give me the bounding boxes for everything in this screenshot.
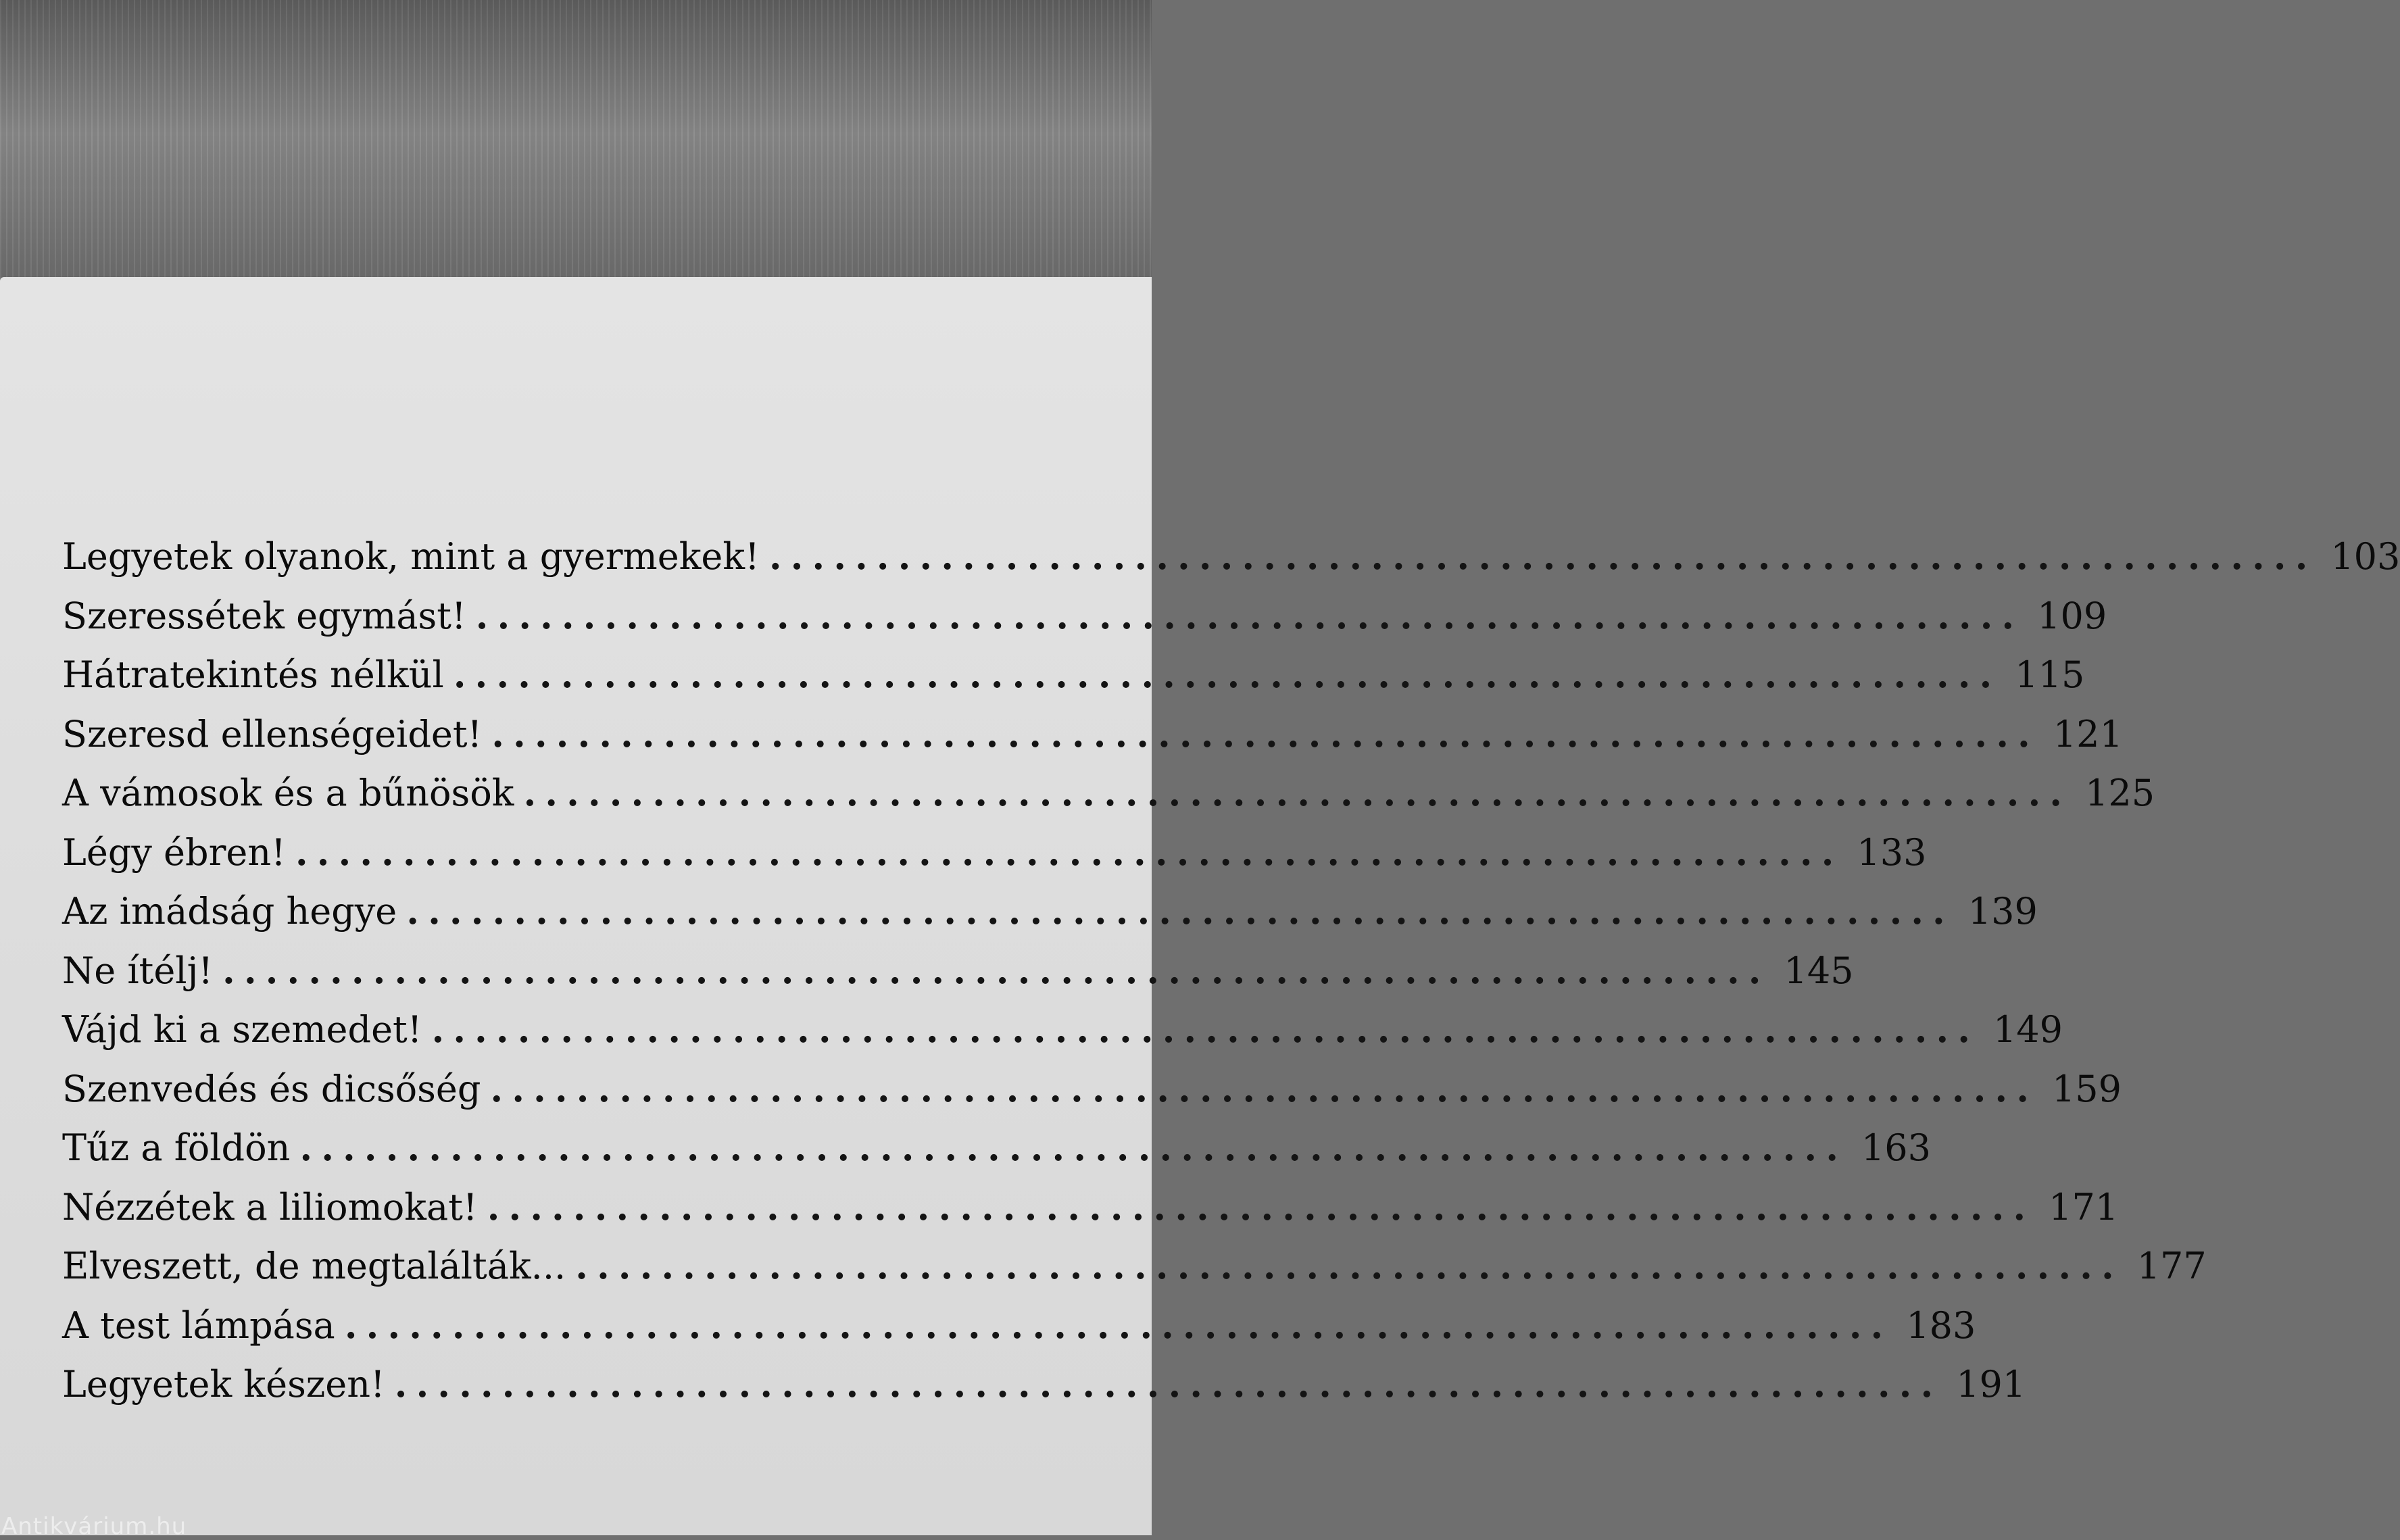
toc-entry-title: Elveszett, de megtalálták... xyxy=(62,1245,566,1287)
toc-leader-dots: ........................................................................ xyxy=(490,1066,2038,1110)
toc-leader-dots: ........................................................................ xyxy=(295,830,1843,874)
toc-entry xyxy=(62,1118,1931,1178)
toc-entry-title: Szeressétek egymást! xyxy=(62,594,466,637)
toc-entry-title: Tűz a földön xyxy=(62,1126,291,1169)
toc-entry-title: Szenvedés és dicsőség xyxy=(62,1067,481,1110)
toc-entry-title: Ne ítélj! xyxy=(62,949,214,992)
toc-entry xyxy=(62,823,1927,883)
toc-entry xyxy=(62,1000,2063,1060)
toc-leader-dots: ........................................................................ xyxy=(344,1303,1892,1347)
toc-leader-dots: ........................................................................ xyxy=(453,653,2001,696)
background-surface xyxy=(0,0,1152,297)
toc-entry xyxy=(62,941,1854,1001)
toc-entry-page: 133 xyxy=(1857,830,1927,874)
toc-entry-page: 139 xyxy=(1967,890,2038,933)
toc-entry-page: 115 xyxy=(2015,653,2085,696)
toc-entry xyxy=(62,764,2155,823)
toc-entry xyxy=(62,705,2123,764)
toc-leader-dots: ........................................................................ xyxy=(394,1362,1942,1406)
toc-entry xyxy=(62,527,2400,587)
toc-entry-page: 121 xyxy=(2053,712,2123,755)
toc-leader-dots: ........................................................................ xyxy=(406,889,1954,933)
toc-entry-page: 171 xyxy=(2049,1185,2119,1228)
toc-leader-dots: ........................................................................ xyxy=(491,712,2039,755)
toc-entry xyxy=(62,1237,2207,1296)
toc-entry-page: 159 xyxy=(2051,1067,2122,1110)
toc-entry-title: A vámosok és a bűnösök xyxy=(62,772,514,814)
toc-entry xyxy=(62,882,2038,941)
toc-entry xyxy=(62,645,2085,705)
toc-entry-page: 109 xyxy=(2037,594,2107,637)
toc-leader-dots: ........................................................................ xyxy=(299,1126,1847,1169)
toc-leader-dots: ........................................................................ xyxy=(575,1244,2123,1287)
toc-leader-dots: ........................................................................ xyxy=(768,535,2317,578)
toc-entry-page: 149 xyxy=(1992,1008,2063,1051)
table-of-contents xyxy=(62,527,2400,1414)
toc-entry-title: Nézzétek a liliomokat! xyxy=(62,1185,478,1228)
toc-entry xyxy=(62,1296,1976,1356)
toc-entry-page: 145 xyxy=(1784,949,1854,992)
toc-entry-title: Hátratekintés nélkül xyxy=(62,653,444,696)
toc-leader-dots: ........................................................................ xyxy=(431,1008,1980,1051)
toc-entry-title: Legyetek készen! xyxy=(62,1363,385,1406)
toc-entry xyxy=(62,1355,2026,1414)
toc-entry-page: 125 xyxy=(2084,772,2155,814)
toc-entry-page: 191 xyxy=(1956,1363,2026,1406)
toc-entry-title: Legyetek olyanok, mint a gyermekek! xyxy=(62,535,760,578)
watermark: Antikvárium.hu xyxy=(1,1513,187,1540)
toc-leader-dots: ........................................................................ xyxy=(475,593,2024,637)
toc-entry-page: 103 xyxy=(2330,535,2400,578)
toc-entry xyxy=(62,587,2107,646)
toc-entry-title: Vájd ki a szemedet! xyxy=(62,1008,422,1051)
toc-entry-title: A test lámpása xyxy=(62,1303,335,1347)
toc-entry-title: Szeresd ellenségeidet! xyxy=(62,712,483,755)
toc-leader-dots: ........................................................................ xyxy=(487,1185,2035,1228)
toc-entry-page: 163 xyxy=(1861,1126,1931,1169)
toc-entry xyxy=(62,1060,2122,1119)
toc-entry-title: Az imádság hegye xyxy=(62,890,397,933)
toc-entry xyxy=(62,1178,2119,1237)
toc-leader-dots: ........................................................................ xyxy=(222,948,1770,992)
toc-entry-page: 183 xyxy=(1906,1303,1976,1347)
toc-entry-title: Légy ébren! xyxy=(62,830,286,874)
toc-entry-page: 177 xyxy=(2136,1245,2207,1287)
toc-leader-dots: ........................................................................ xyxy=(523,771,2072,814)
